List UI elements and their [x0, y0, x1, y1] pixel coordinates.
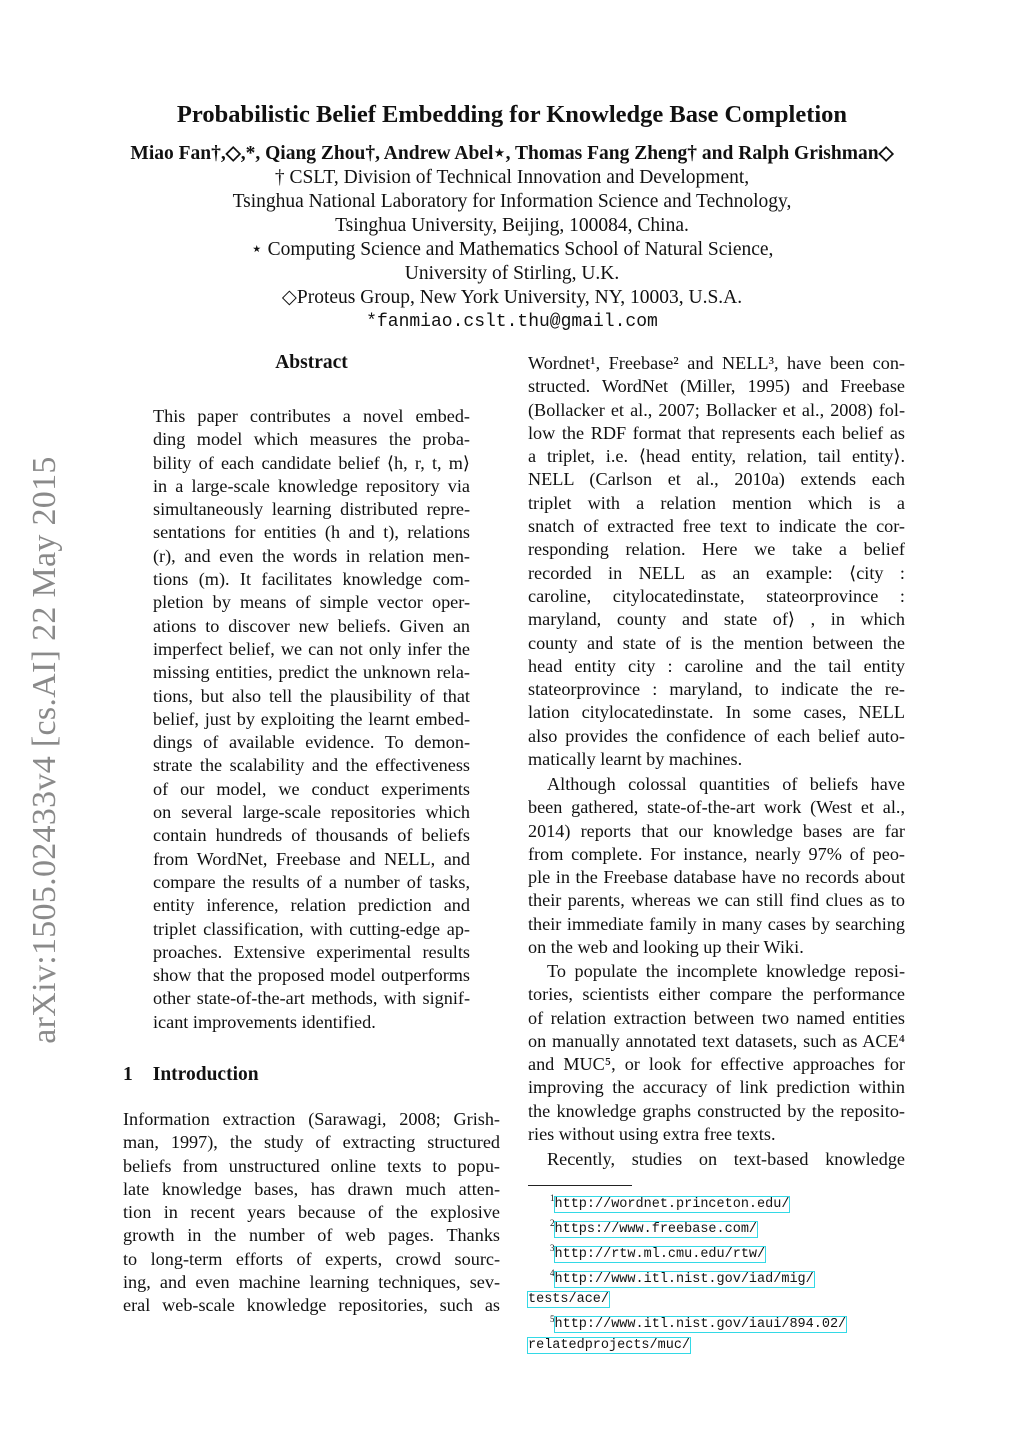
intro-paragraph-3 [528, 960, 905, 1146]
text-line: (Bollacker et al., 2007; Bollacker et al., 2008) fol- [528, 399, 905, 420]
text-line: to long-term efforts of experts, crowd sourc- [123, 1248, 500, 1269]
abstract-heading: Abstract [275, 352, 348, 373]
text-line: lation citylocatedinstate. In some cases, NELL [528, 702, 905, 723]
text-line: snatch of extracted free text to indicate the cor- [528, 516, 905, 537]
affiliations [0, 166, 1024, 334]
text-line: Although colossal quantities of beliefs have [547, 774, 905, 794]
text-line: of relation extraction between two named entities [528, 1007, 905, 1028]
text-line: tion in recent years because of the explosive [123, 1202, 500, 1223]
text-line: the knowledge graphs constructed by the reposito- [528, 1100, 905, 1121]
text-line: missing entities, predict the unknown rela- [153, 662, 470, 683]
section-number: 1 [123, 1064, 133, 1085]
text-line: sentations for entities (h and t), relations [153, 522, 470, 543]
text-line: tories, scientists either compare the performance [528, 984, 905, 1005]
arxiv-identifier: arXiv:1505.02433v4 [cs.AI] 22 May 2015 [26, 456, 63, 1044]
footnote-link[interactable]: http://rtw.ml.cmu.edu/rtw/ [554, 1246, 766, 1262]
paper-title: Probabilistic Belief Embedding for Knowledge Base Completion [176, 101, 848, 128]
text-line: and MUC⁵, or look for effective approaches for [528, 1054, 905, 1075]
affiliation-line: † CSLT, Division of Technical Innovation and Development, [274, 167, 750, 188]
footnote: $^1$http://wordnet.princeton.edu/ [550, 1193, 790, 1212]
text-line: Information extraction (Sarawagi, 2008; Grish- [123, 1109, 500, 1129]
text-line: on manually annotated text datasets, such as ACE⁴ [528, 1030, 905, 1051]
text-line: ding model which measures the proba- [153, 429, 470, 450]
footnote-link[interactable]: https://www.freebase.com/ [554, 1221, 758, 1237]
text-line: other state-of-the-art methods, with signif- [153, 988, 470, 1009]
text-line: contain hundreds of thousands of beliefs [153, 825, 470, 846]
text-line: triplet with a relation mention which is a [528, 492, 905, 513]
text-line: imperfect belief, we can not only infer the [153, 638, 470, 659]
text-line: tions (m). It facilitates knowledge com- [153, 569, 470, 590]
text-line: from complete. For instance, nearly 97% of peo- [528, 843, 905, 864]
text-line: proaches. Extensive experimental results [153, 941, 470, 962]
footnote-link-continued[interactable]: tests/ace/ [528, 1292, 610, 1307]
text-line: been gathered, state-of-the-art work (West et al., [528, 797, 905, 818]
text-line: stateorprovince : maryland, to indicate the re- [528, 679, 905, 700]
affiliation-line: ⋆ Computing Science and Mathematics School of Natural Science, [250, 239, 774, 260]
text-line: Wordnet¹, Freebase² and NELL³, have been con- [528, 353, 905, 373]
text-line: on the web and looking up their Wiki. [528, 937, 804, 958]
text-line: maryland, county and state of⟩ , in which [528, 609, 905, 630]
affiliation-line: University of Stirling, U.K. [404, 263, 620, 284]
footnote: $^2$https://www.freebase.com/ [550, 1218, 758, 1237]
text-line: their immediate family in many cases by searching [528, 913, 905, 934]
footnote-link[interactable]: http://wordnet.princeton.edu/ [554, 1196, 790, 1212]
footnote-link[interactable]: http://www.itl.nist.gov/iaui/894.02/ [554, 1317, 847, 1332]
footnote-link-continued[interactable]: relatedprojects/muc/ [528, 1337, 691, 1353]
footnotes [528, 1189, 908, 1355]
text-line: ations to discover new beliefs. Given an [153, 615, 470, 636]
text-line: (r), and even the words in relation men- [153, 545, 470, 566]
text-line: ries without using extra free texts. [528, 1124, 776, 1145]
text-line: caroline, citylocatedinstate, stateorprovince : [528, 585, 905, 606]
footnote: $^4$http://www.itl.nist.gov/iad/mig/ tests/ace/ [528, 1268, 814, 1307]
text-line: show that the proposed model outperforms [153, 965, 470, 986]
text-line: their parents, whereas we can still find clues as to [528, 890, 905, 911]
text-line: Recently, studies on text-based knowledge [547, 1149, 905, 1169]
footnote-divider [528, 1185, 632, 1186]
text-line: dings of available evidence. To demon- [153, 732, 470, 753]
text-line: improving the accuracy of link prediction within [528, 1077, 905, 1098]
text-line: triplet classification, with cutting-edge ap- [153, 918, 470, 939]
intro-paragraph-left [123, 1108, 500, 1318]
text-line: recorded in NELL as an example: ⟨city : [528, 562, 905, 583]
text-line: matically learnt by machines. [528, 749, 743, 770]
text-line: man, 1997), the study of extracting structured [123, 1132, 500, 1153]
text-line: responding relation. Here we take a belief [528, 539, 905, 560]
text-line: of our model, we conduct experiments [153, 778, 470, 799]
text-line: 2014) reports that our knowledge bases are far [528, 820, 905, 841]
text-line: on several large-scale repositories which [153, 802, 470, 823]
abstract-body [153, 405, 470, 1034]
text-line: icant improvements identified. [153, 1011, 376, 1032]
text-line: tions, but also tell the plausibility of that [153, 685, 470, 706]
text-line: To populate the incomplete knowledge reposi- [547, 961, 905, 981]
footnote: $^5$http://www.itl.nist.gov/iaui/894.02/ relatedprojects/muc/ [528, 1313, 847, 1353]
author-list: Miao Fan†,◇,*, Qiang Zhou†, Andrew Abel⋆, Thomas Fang Zheng† and Ralph Grishman◇ [130, 143, 894, 164]
affiliation-line: ◇Proteus Group, New York University, NY, 10003, U.S.A. [281, 287, 743, 308]
section-heading-introduction [123, 1064, 259, 1086]
text-line: compare the results of a number of tasks, [153, 871, 470, 892]
text-line: entity inference, relation prediction and [153, 895, 470, 916]
footnote-link[interactable]: http://www.itl.nist.gov/iad/mig/ [554, 1271, 814, 1287]
section-title: Introduction [152, 1064, 259, 1085]
text-line: eral web-scale knowledge repositories, such as [123, 1295, 500, 1316]
intro-paragraph-4 [528, 1148, 905, 1171]
intro-paragraph-1 [528, 352, 905, 771]
intro-paragraph-2 [528, 773, 905, 959]
text-line: simultaneously learning distributed repre- [153, 499, 470, 520]
text-line: belief, just by exploiting the learnt embed- [153, 708, 470, 729]
text-line: county and state of is the mention between the [528, 632, 905, 653]
affiliation-line: Tsinghua National Laboratory for Information Science and Technology, [232, 191, 792, 212]
text-line: growth in the number of web pages. Thanks [123, 1225, 500, 1246]
text-line: ing, and even machine learning techniques, sev- [123, 1272, 500, 1293]
affiliation-line: Tsinghua University, Beijing, 100084, China. [335, 215, 689, 236]
text-line: NELL (Carlson et al., 2010a) extends each [528, 469, 905, 490]
text-line: late knowledge bases, has drawn much atten- [123, 1178, 500, 1199]
text-line: also provides the confidence of each belief auto- [528, 725, 905, 746]
text-line: low the RDF format that represents each belief as [528, 422, 905, 443]
text-line: a triplet, i.e. ⟨head entity, relation, tail entity⟩. [528, 446, 905, 467]
text-line: beliefs from unstructured online texts to popu- [123, 1155, 500, 1176]
text-line: from WordNet, Freebase and NELL, and [153, 848, 470, 869]
text-line: bility of each candidate belief ⟨h, r, t, m⟩ [153, 452, 470, 473]
author-email[interactable]: *fanmiao.cslt.thu@gmail.com [366, 312, 658, 332]
text-line: ple in the Freebase database have no records about [528, 867, 905, 888]
text-line: strate the scalability and the effectiveness [153, 755, 470, 776]
text-line: in a large-scale knowledge repository via [153, 475, 470, 496]
text-line: head entity city : caroline and the tail entity [528, 655, 905, 676]
text-line: pletion by means of simple vector oper- [153, 592, 470, 613]
text-line: structed. WordNet (Miller, 1995) and Freebase [528, 376, 905, 397]
footnote: $^3$http://rtw.ml.cmu.edu/rtw/ [550, 1243, 766, 1262]
text-line: This paper contributes a novel embed- [153, 406, 470, 426]
